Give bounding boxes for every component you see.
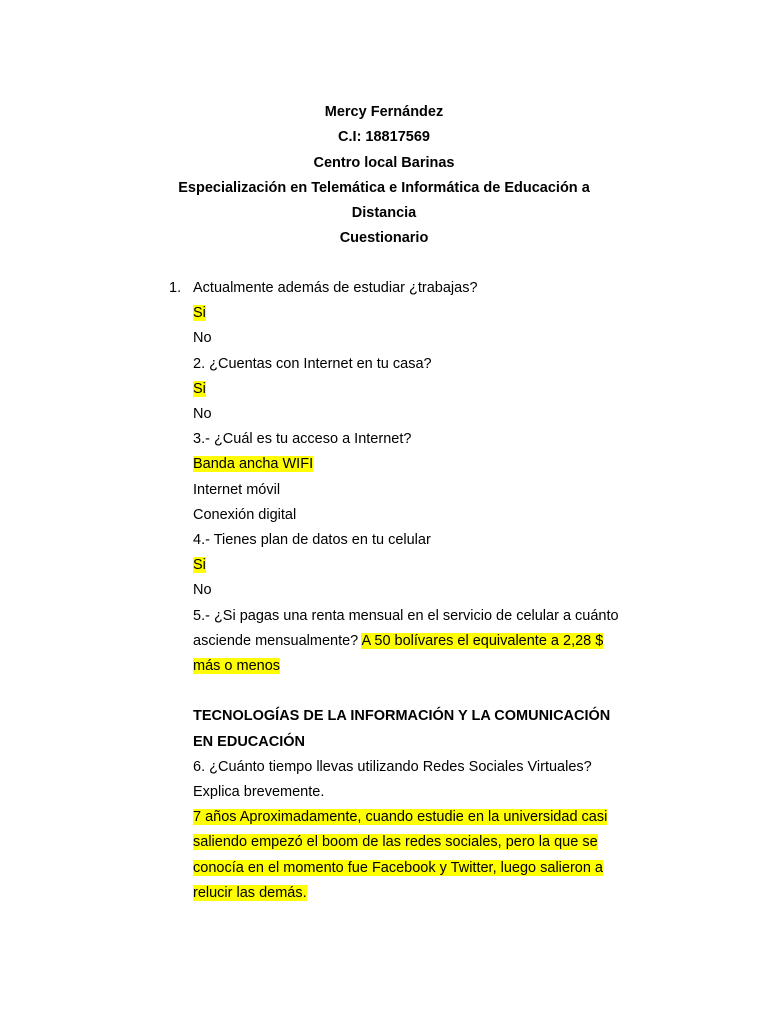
document-title: Cuestionario [339,230,429,247]
question-5-answer-continued: más o menos [193,658,281,675]
question-5-answer: A 50 bolívares el equivalente a 2,28 $ [361,632,604,649]
question-6-answer-line-3 [193,856,653,881]
question-3-option-mobile: Internet móvil [193,481,281,498]
question-4: 4.- Tienes plan de datos en tu celular [193,532,431,549]
question-6-line-2: Explica brevemente. [193,784,325,801]
question-2-option-yes [193,377,653,402]
section-spacer [193,679,653,704]
section-heading-line-2: EN EDUCACIÓN [193,733,305,750]
question-6-answer: conocía en el momento fue Facebook y Twitter, luego salieron a [193,859,604,876]
question-1 [169,276,653,301]
question-5-line-2 [193,629,653,654]
question-6-line-1: 6. ¿Cuánto tiempo llevas utilizando Redes Sociales Virtuales? [193,758,592,775]
question-4-option-no: No [193,582,212,599]
question-6-answer-line-4 [193,881,653,906]
question-3: 3.- ¿Cuál es tu acceso a Internet? [193,431,412,448]
author-name: Mercy Fernández [324,104,444,120]
question-5-text: asciende mensualmente? [193,632,362,649]
document-header [0,100,768,252]
id-number: C.I: 18817569 [338,129,430,146]
selected-answer: Banda ancha WIFI [193,456,314,473]
question-6-answer: relucir las demás. [193,884,307,901]
specialization-line-2: Distancia [351,205,417,222]
question-1-text: Actualmente además de estudiar ¿trabajas? [193,280,478,296]
question-3-option-digital: Conexión digital [193,506,297,523]
question-3-option-wifi [193,452,653,477]
local-center: Centro local Barinas [313,154,455,171]
question-2-option-no: No [193,406,212,423]
selected-answer: Si [193,380,206,397]
selected-answer: Si [193,305,206,322]
question-4-option-yes [193,553,653,578]
selected-answer: Si [193,557,206,574]
section-heading-line-1: TECNOLOGÍAS DE LA INFORMACIÓN Y LA COMUNICACIÓN [193,708,611,725]
question-2: 2. ¿Cuentas con Internet en tu casa? [193,355,432,372]
question-6-answer-line-2 [193,830,653,855]
question-5-line-3 [193,654,653,679]
question-6-answer: 7 años Aproximadamente, cuando estudie en la universidad casi [193,809,608,826]
question-6-answer: saliendo empezó el boom de las redes sociales, pero la que se [193,834,598,851]
question-5-line-1: 5.- ¿Si pagas una renta mensual en el servicio de celular a cuánto [193,607,619,624]
question-6-answer-line-1 [193,805,653,830]
specialization-line-1: Especialización en Telemática e Informática de Educación a [178,179,590,196]
question-1-option-no: No [193,330,212,347]
questionnaire-body [169,276,653,906]
question-1-number: 1. [169,280,182,296]
question-1-option-yes [193,301,653,326]
